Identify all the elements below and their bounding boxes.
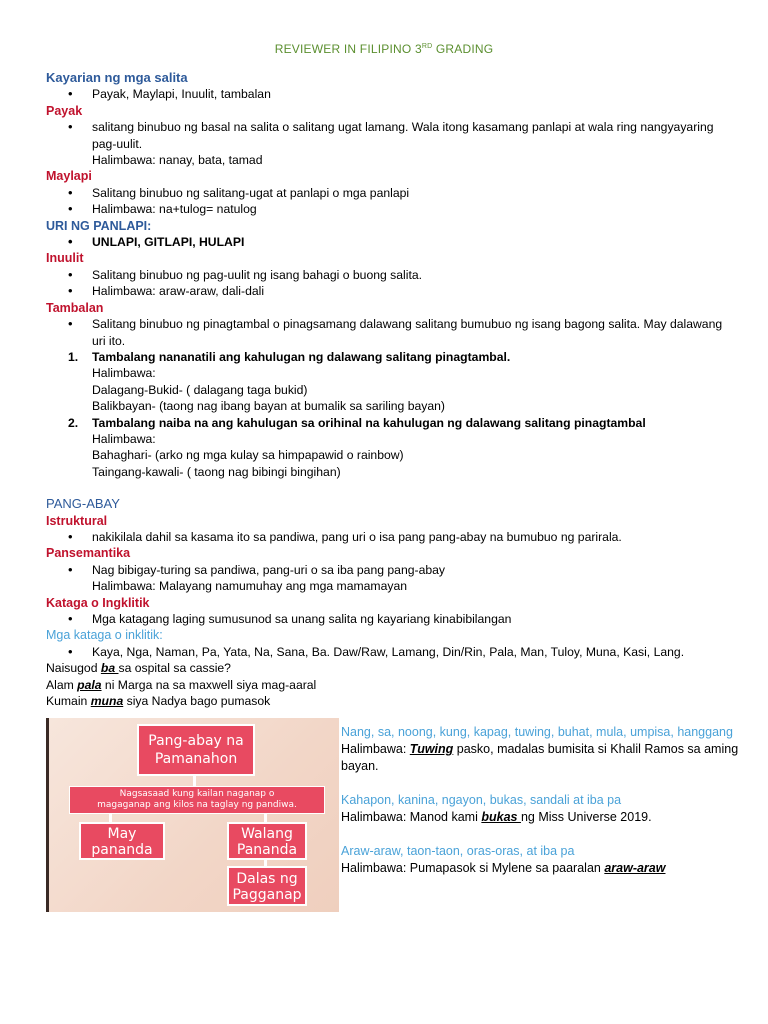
pansemantika-definition: Nag bibigay-turing sa pandiwa, pang-uri o sa iba pang pang-abay — [92, 562, 445, 577]
emphasized-word: araw-araw — [604, 861, 666, 875]
category-may-pananda: Nang, sa, noong, kung, kapag, tuwing, buhat, mula, umpisa, hanggang — [341, 725, 733, 739]
heading-pang-abay: PANG-ABAY — [46, 496, 120, 512]
example-sentence: Alam pala ni Marga na sa maxwell siya mag-aaral — [46, 677, 317, 692]
payak-definition: salitang binubuo ng basal na salita o salitang ugat lamang. Wala itong kasamang panlapi at wala ring nangyayaring pag-uulit. — [92, 120, 714, 151]
heading-payak: Payak — [46, 103, 83, 118]
list-item: • Payak, Maylapi, Inuulit, tambalan — [46, 86, 726, 102]
pang-abay-pamanahon-diagram — [46, 718, 339, 912]
example-line: Dalagang-Bukid- ( dalagang taga bukid) — [92, 382, 308, 397]
list-item: • Salitang binubuo ng pinagtambal o pinagsamang dalawang salitang bumubuo ng isang bagong salita. May dalawang uri ito. — [46, 316, 726, 349]
maylapi-list — [46, 185, 726, 218]
heading-mga-kataga: Mga kataga o inklitik: — [46, 628, 163, 643]
list-item: • nakikilala dahil sa kasama ito sa pandiwa, pang uri o isa pang pang-abay na bumubuo ng parirala. — [46, 529, 726, 545]
mga-kataga-list — [46, 644, 726, 660]
emphasized-word: muna — [90, 694, 124, 709]
payak-example: Halimbawa: nanay, bata, tamad — [92, 153, 263, 168]
diagram-box-may-pananda: May pananda — [79, 822, 165, 860]
heading-inuulit: Inuulit — [46, 251, 84, 266]
example-line: Halimbawa: — [92, 431, 156, 446]
example-line: Balikbayan- (taong nag ibang bayan at bumalik sa sariling bayan) — [92, 399, 445, 414]
tambalan-list — [46, 316, 726, 349]
list-number: 2. — [68, 415, 79, 430]
list-item — [46, 119, 726, 168]
tambalan-types — [46, 349, 726, 480]
heading-maylapi: Maylapi — [46, 169, 92, 184]
heading-uri-ng-panlapi: URI NG PANLAPI: — [46, 218, 152, 233]
document-body — [46, 70, 726, 709]
emphasized-word: Tuwing — [409, 742, 454, 756]
diagram-box-title: Pang-abay na Pamanahon — [137, 724, 255, 776]
example-sentence: Halimbawa: Tuwing pasko, madalas bumisita si Khalil Ramos sa aming bayan. — [341, 742, 739, 773]
emphasized-word: pala — [77, 677, 102, 692]
example-sentence: Naisugod ba sa ospital sa cassie? — [46, 661, 231, 676]
heading-istruktural: Istruktural — [46, 513, 108, 528]
list-item: • Salitang binubuo ng salitang-ugat at panlapi o mga panlapi — [46, 185, 726, 201]
example-line: Taingang-kawali- ( taong nag bibingi bingihan) — [92, 464, 341, 479]
example-sentence: Halimbawa: Manod kami bukas ng Miss Universe 2019. — [341, 810, 652, 824]
heading-pansemantika: Pansemantika — [46, 546, 131, 561]
tambalan-type-2: Tambalang naiba na ang kahulugan sa orihinal na kahulugan ng dalawang salitang pinagtambal — [92, 415, 646, 430]
example-line: Halimbawa: — [92, 366, 156, 381]
pansemantika-list — [46, 562, 726, 595]
inuulit-list — [46, 267, 726, 300]
list-number: 1. — [68, 349, 79, 364]
example-line: Bahaghari- (arko ng mga kulay sa himpapawid o rainbow) — [92, 448, 404, 463]
list-item — [46, 349, 726, 415]
pansemantika-example: Halimbawa: Malayang namumuhay ang mga mamamayan — [92, 579, 407, 594]
list-item: • Salitang binubuo ng pag-uulit ng isang bahagi o buong salita. — [46, 267, 726, 283]
list-item — [46, 415, 726, 481]
payak-list — [46, 119, 726, 168]
list-item: • Kaya, Nga, Naman, Pa, Yata, Na, Sana, Ba. Daw/Raw, Lamang, Din/Rin, Pala, Man, Tuloy, Muna, Kasi, Lang. — [46, 644, 726, 660]
diagram-box-definition: Nagsasaad kung kailan naganap o magaganap ang kilos na taglay ng pandiwa. — [69, 786, 325, 814]
list-item — [46, 562, 726, 595]
kayarian-list — [46, 86, 726, 102]
list-item: • Halimbawa: na+tulog= natulog — [46, 201, 726, 217]
kataga-list — [46, 611, 726, 627]
diagram-box-dalas-ng-pagganap: Dalas ng Pagganap — [227, 866, 307, 906]
list-item: • Mga katagang laging sumusunod sa unang salita ng kayariang kinabibilangan — [46, 611, 726, 627]
emphasized-word: bukas — [481, 810, 521, 824]
category-walang-pananda: Kahapon, kanina, ngayon, bukas, sandali at iba pa — [341, 793, 622, 807]
category-dalas: Araw-araw, taon-taon, oras-oras, at iba pa — [341, 844, 575, 858]
example-sentence: Halimbawa: Pumapasok si Mylene sa paaralan araw-araw — [341, 861, 666, 875]
heading-kayarian: Kayarian ng mga salita — [46, 70, 188, 85]
emphasized-word: ba — [100, 661, 119, 676]
tambalan-type-1: Tambalang nananatili ang kahulugan ng dalawang salitang pinagtambal. — [92, 349, 511, 364]
uri-list — [46, 234, 726, 250]
list-item: • Halimbawa: araw-araw, dali-dali — [46, 283, 726, 299]
list-item: • UNLAPI, GITLAPI, HULAPI — [46, 234, 726, 250]
heading-kataga: Kataga o Ingklitik — [46, 595, 150, 610]
example-sentence: Kumain muna siya Nadya bago pumasok — [46, 694, 271, 709]
document-title: REVIEWER IN FILIPINO 3RD GRADING — [274, 42, 494, 56]
heading-tambalan: Tambalan — [46, 300, 104, 315]
istruktural-list — [46, 529, 726, 545]
diagram-box-walang-pananda: Walang Pananda — [227, 822, 307, 860]
pamanahon-examples — [341, 724, 741, 877]
